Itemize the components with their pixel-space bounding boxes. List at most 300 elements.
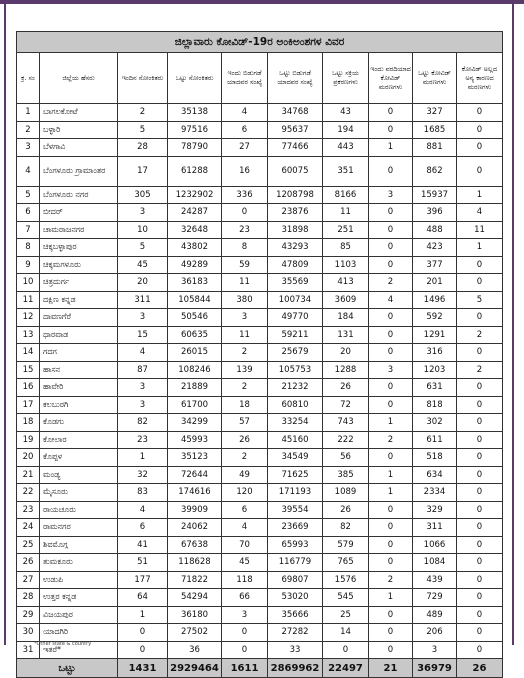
cell-active-cases: 26: [323, 379, 369, 397]
table-row: [17, 326, 503, 344]
cell-total-discharged: 69807: [268, 571, 323, 589]
cell-total-infected: 50546: [168, 309, 222, 327]
cell-serial: 25: [17, 536, 40, 554]
cell-district-name: ಚಿತ್ರದುರ್ಗ: [40, 274, 118, 292]
total-row: [17, 659, 503, 678]
cell-total-infected: 36183: [168, 274, 222, 292]
table-row: [17, 624, 503, 642]
cell-serial: 17: [17, 396, 40, 414]
cell-serial: 18: [17, 414, 40, 432]
cell-today-infected: 83: [118, 484, 168, 502]
cell-district-name: ಯಾದಗಿರಿ: [40, 624, 118, 642]
cell-non-covid-deaths: 0: [457, 256, 503, 274]
cell-non-covid-deaths: 0: [457, 624, 503, 642]
cell-district-name: ಹಾಸನ: [40, 361, 118, 379]
cell-total-infected: 32648: [168, 221, 222, 239]
cell-serial: 6: [17, 204, 40, 222]
total-active-cases: 22497: [323, 659, 369, 678]
cell-active-cases: 11: [323, 204, 369, 222]
cell-today-deaths: 2: [369, 571, 413, 589]
cell-today-deaths: 1: [369, 466, 413, 484]
cell-today-infected: 17: [118, 156, 168, 186]
header-active-cases: ಒಟ್ಟು ಸಕ್ರಿಯ ಪ್ರಕರಣಗಳು: [323, 53, 369, 104]
cell-non-covid-deaths: 0: [457, 139, 503, 157]
cell-total-discharged: 105753: [268, 361, 323, 379]
cell-active-cases: 1103: [323, 256, 369, 274]
cell-district-name: ಚಿಕ್ಕಮಗಳೂರು: [40, 256, 118, 274]
cell-today-deaths: 4: [369, 291, 413, 309]
frame-top-border: [0, 0, 524, 4]
cell-total-deaths: 1066: [413, 536, 457, 554]
cell-active-cases: 131: [323, 326, 369, 344]
cell-today-discharged: 16: [222, 156, 268, 186]
cell-district-name: ತುಮಕೂರು: [40, 554, 118, 572]
cell-active-cases: 385: [323, 466, 369, 484]
cell-serial: 8: [17, 239, 40, 257]
cell-today-infected: 4: [118, 344, 168, 362]
cell-today-discharged: 0: [222, 204, 268, 222]
table-row: [17, 554, 503, 572]
cell-serial: 7: [17, 221, 40, 239]
cell-today-deaths: 0: [369, 519, 413, 537]
cell-serial: 15: [17, 361, 40, 379]
cell-total-infected: 35123: [168, 449, 222, 467]
cell-district-name: ಕಲಬುರಗಿ: [40, 396, 118, 414]
header-total-infected: ಒಟ್ಟು ಸೋಂಕಿತರು: [168, 53, 222, 104]
cell-serial: 20: [17, 449, 40, 467]
cell-today-infected: 41: [118, 536, 168, 554]
cell-district-name: ಕೋಲಾರ: [40, 431, 118, 449]
cell-today-discharged: 0: [222, 624, 268, 642]
cell-active-cases: 20: [323, 344, 369, 362]
cell-district-name: ದಕ್ಷಿಣ ಕನ್ನಡ: [40, 291, 118, 309]
cell-district-name: ರಾಮನಗರ: [40, 519, 118, 537]
cell-total-infected: 118628: [168, 554, 222, 572]
cell-total-discharged: 116779: [268, 554, 323, 572]
cell-total-infected: 71822: [168, 571, 222, 589]
cell-district-name: ಮೈಸೂರು: [40, 484, 118, 502]
cell-today-deaths: 1: [369, 484, 413, 502]
cell-today-deaths: 0: [369, 326, 413, 344]
cell-today-deaths: 2: [369, 431, 413, 449]
cell-active-cases: 72: [323, 396, 369, 414]
table-row: [17, 156, 503, 186]
table-row: [17, 256, 503, 274]
cell-today-deaths: 2: [369, 274, 413, 292]
table-row: [17, 239, 503, 257]
cell-non-covid-deaths: 5: [457, 291, 503, 309]
cell-non-covid-deaths: 0: [457, 501, 503, 519]
header-today-deaths: ಇಂದು ವರದಿಯಾದ ಕೋವಿಡ್ ಮರಣಗಳು: [369, 53, 413, 104]
table-row: [17, 466, 503, 484]
table-row: [17, 309, 503, 327]
footnote: *Other state & country: [34, 641, 92, 647]
cell-active-cases: 0: [323, 641, 369, 659]
cell-today-discharged: 4: [222, 519, 268, 537]
cell-total-deaths: 1496: [413, 291, 457, 309]
cell-total-discharged: 23876: [268, 204, 323, 222]
district-covid-table: [16, 31, 503, 678]
header-today-infected: ಇಂದಿನ ಸೋಂಕಿತರು: [118, 53, 168, 104]
cell-total-deaths: 201: [413, 274, 457, 292]
cell-today-infected: 64: [118, 589, 168, 607]
cell-today-deaths: 0: [369, 344, 413, 362]
cell-today-infected: 20: [118, 274, 168, 292]
cell-active-cases: 3609: [323, 291, 369, 309]
cell-today-deaths: 3: [369, 186, 413, 204]
cell-non-covid-deaths: 0: [457, 589, 503, 607]
table-row: [17, 379, 503, 397]
header-district: ಜಿಲ್ಲೆಯ ಹೆಸರು: [40, 53, 118, 104]
cell-total-infected: 24062: [168, 519, 222, 537]
cell-total-deaths: 1291: [413, 326, 457, 344]
cell-today-deaths: 0: [369, 104, 413, 122]
cell-total-deaths: 15937: [413, 186, 457, 204]
cell-serial: 10: [17, 274, 40, 292]
cell-active-cases: 1288: [323, 361, 369, 379]
cell-today-discharged: 6: [222, 121, 268, 139]
cell-non-covid-deaths: 2: [457, 326, 503, 344]
cell-active-cases: 545: [323, 589, 369, 607]
cell-today-deaths: 0: [369, 309, 413, 327]
cell-total-deaths: 3: [413, 641, 457, 659]
cell-non-covid-deaths: 0: [457, 484, 503, 502]
cell-today-discharged: 380: [222, 291, 268, 309]
table-row: [17, 274, 503, 292]
cell-non-covid-deaths: 1: [457, 239, 503, 257]
cell-non-covid-deaths: 0: [457, 414, 503, 432]
cell-district-name: ಹಾವೇರಿ: [40, 379, 118, 397]
cell-non-covid-deaths: 0: [457, 104, 503, 122]
total-today-deaths: 21: [369, 659, 413, 678]
cell-total-deaths: 377: [413, 256, 457, 274]
table-row: [17, 344, 503, 362]
cell-non-covid-deaths: 1: [457, 186, 503, 204]
cell-total-deaths: 611: [413, 431, 457, 449]
cell-total-infected: 39909: [168, 501, 222, 519]
cell-today-deaths: 0: [369, 554, 413, 572]
cell-serial: 5: [17, 186, 40, 204]
cell-today-discharged: 3: [222, 606, 268, 624]
cell-today-discharged: 18: [222, 396, 268, 414]
cell-today-discharged: 27: [222, 139, 268, 157]
cell-serial: 14: [17, 344, 40, 362]
cell-today-discharged: 120: [222, 484, 268, 502]
cell-active-cases: 25: [323, 606, 369, 624]
cell-total-deaths: 592: [413, 309, 457, 327]
cell-today-infected: 10: [118, 221, 168, 239]
cell-today-deaths: 1: [369, 139, 413, 157]
cell-district-name: ಇತರೆ*: [40, 641, 118, 659]
cell-serial: 4: [17, 156, 40, 186]
cell-district-name: ಮಂಡ್ಯ: [40, 466, 118, 484]
cell-today-deaths: 0: [369, 256, 413, 274]
cell-total-discharged: 171193: [268, 484, 323, 502]
cell-non-covid-deaths: 0: [457, 396, 503, 414]
cell-total-deaths: 311: [413, 519, 457, 537]
cell-today-infected: 1: [118, 449, 168, 467]
cell-today-deaths: 0: [369, 606, 413, 624]
cell-today-deaths: 1: [369, 589, 413, 607]
table-row: [17, 291, 503, 309]
cell-today-infected: 82: [118, 414, 168, 432]
cell-total-discharged: 34549: [268, 449, 323, 467]
cell-district-name: ಬೆಂಗಳೂರು ನಗರ: [40, 186, 118, 204]
cell-district-name: ಬೆಂಗಳೂರು ಗ್ರಾಮಾಂತರ: [40, 156, 118, 186]
cell-total-discharged: 35569: [268, 274, 323, 292]
cell-today-infected: 45: [118, 256, 168, 274]
cell-today-infected: 311: [118, 291, 168, 309]
cell-active-cases: 222: [323, 431, 369, 449]
frame-left-border: [4, 4, 6, 645]
cell-total-discharged: 53020: [268, 589, 323, 607]
cell-today-infected: 177: [118, 571, 168, 589]
cell-active-cases: 82: [323, 519, 369, 537]
cell-today-infected: 0: [118, 624, 168, 642]
cell-total-deaths: 1084: [413, 554, 457, 572]
cell-today-infected: 15: [118, 326, 168, 344]
cell-total-infected: 61288: [168, 156, 222, 186]
cell-today-deaths: 0: [369, 501, 413, 519]
cell-active-cases: 14: [323, 624, 369, 642]
cell-total-deaths: 881: [413, 139, 457, 157]
cell-today-deaths: 0: [369, 121, 413, 139]
cell-today-deaths: 0: [369, 536, 413, 554]
cell-active-cases: 765: [323, 554, 369, 572]
cell-total-deaths: 327: [413, 104, 457, 122]
table-row: [17, 571, 503, 589]
cell-today-discharged: 57: [222, 414, 268, 432]
cell-total-infected: 36180: [168, 606, 222, 624]
cell-total-discharged: 35666: [268, 606, 323, 624]
table-row: [17, 186, 503, 204]
cell-total-deaths: 329: [413, 501, 457, 519]
cell-district-name: ದಾವಣಗೆರೆ: [40, 309, 118, 327]
cell-total-deaths: 2334: [413, 484, 457, 502]
cell-today-infected: 51: [118, 554, 168, 572]
cell-serial: 3: [17, 139, 40, 157]
cell-total-discharged: 43293: [268, 239, 323, 257]
cell-today-discharged: 45: [222, 554, 268, 572]
cell-today-discharged: 336: [222, 186, 268, 204]
cell-total-deaths: 818: [413, 396, 457, 414]
table-row: [17, 449, 503, 467]
table-row: [17, 204, 503, 222]
cell-total-infected: 78790: [168, 139, 222, 157]
cell-total-deaths: 489: [413, 606, 457, 624]
cell-total-deaths: 316: [413, 344, 457, 362]
table-row: [17, 501, 503, 519]
cell-active-cases: 351: [323, 156, 369, 186]
cell-total-discharged: 27282: [268, 624, 323, 642]
cell-today-discharged: 8: [222, 239, 268, 257]
cell-today-discharged: 11: [222, 326, 268, 344]
cell-non-covid-deaths: 0: [457, 156, 503, 186]
cell-today-discharged: 59: [222, 256, 268, 274]
cell-total-deaths: 634: [413, 466, 457, 484]
cell-today-discharged: 2: [222, 449, 268, 467]
cell-district-name: ಚಿಕ್ಕಬಳ್ಳಾಪುರ: [40, 239, 118, 257]
table-row: [17, 396, 503, 414]
cell-district-name: ಬಾಗಲಕೋಟೆ: [40, 104, 118, 122]
table-row: [17, 121, 503, 139]
cell-serial: 28: [17, 589, 40, 607]
report-container: [16, 31, 502, 678]
cell-active-cases: 743: [323, 414, 369, 432]
table-row: [17, 431, 503, 449]
cell-total-deaths: 518: [413, 449, 457, 467]
cell-today-discharged: 26: [222, 431, 268, 449]
cell-today-infected: 6: [118, 519, 168, 537]
cell-serial: 30: [17, 624, 40, 642]
cell-total-deaths: 631: [413, 379, 457, 397]
cell-non-covid-deaths: 0: [457, 554, 503, 572]
cell-active-cases: 26: [323, 501, 369, 519]
cell-today-discharged: 3: [222, 309, 268, 327]
cell-active-cases: 251: [323, 221, 369, 239]
cell-serial: 12: [17, 309, 40, 327]
cell-non-covid-deaths: 0: [457, 536, 503, 554]
cell-non-covid-deaths: 0: [457, 466, 503, 484]
cell-total-discharged: 39554: [268, 501, 323, 519]
cell-non-covid-deaths: 11: [457, 221, 503, 239]
cell-today-infected: 0: [118, 641, 168, 659]
cell-today-deaths: 0: [369, 221, 413, 239]
cell-today-infected: 3: [118, 396, 168, 414]
cell-district-name: ರಾಯಚೂರು: [40, 501, 118, 519]
header-today-discharged: ಇಂದು ಬಿಡುಗಡೆ ಯಾದವರ ಸಂಖ್ಯೆ: [222, 53, 268, 104]
total-label: ಒಟ್ಟು: [17, 659, 118, 678]
cell-today-discharged: 70: [222, 536, 268, 554]
cell-total-infected: 174616: [168, 484, 222, 502]
table-row: [17, 414, 503, 432]
cell-district-name: ಉತ್ತರ ಕನ್ನಡ: [40, 589, 118, 607]
cell-serial: 2: [17, 121, 40, 139]
table-row: [17, 589, 503, 607]
cell-today-infected: 5: [118, 121, 168, 139]
cell-district-name: ಗದಗ: [40, 344, 118, 362]
table-title-row: [17, 32, 503, 53]
cell-total-discharged: 60810: [268, 396, 323, 414]
cell-non-covid-deaths: 0: [457, 379, 503, 397]
cell-non-covid-deaths: 0: [457, 606, 503, 624]
cell-serial: 19: [17, 431, 40, 449]
cell-active-cases: 1576: [323, 571, 369, 589]
cell-today-deaths: 0: [369, 641, 413, 659]
cell-district-name: ವಿಜಯಪುರ: [40, 606, 118, 624]
cell-total-infected: 43802: [168, 239, 222, 257]
cell-non-covid-deaths: 0: [457, 309, 503, 327]
cell-today-infected: 3: [118, 379, 168, 397]
cell-total-infected: 26015: [168, 344, 222, 362]
cell-active-cases: 43: [323, 104, 369, 122]
cell-total-infected: 72644: [168, 466, 222, 484]
cell-total-infected: 27502: [168, 624, 222, 642]
cell-serial: 29: [17, 606, 40, 624]
cell-today-infected: 5: [118, 239, 168, 257]
cell-total-infected: 105844: [168, 291, 222, 309]
table-row: [17, 221, 503, 239]
cell-district-name: ಚಾಮರಾಜನಗರ: [40, 221, 118, 239]
cell-total-discharged: 1208798: [268, 186, 323, 204]
table-row: [17, 519, 503, 537]
cell-total-discharged: 71625: [268, 466, 323, 484]
cell-total-infected: 67638: [168, 536, 222, 554]
cell-total-deaths: 302: [413, 414, 457, 432]
cell-non-covid-deaths: 2: [457, 361, 503, 379]
header-serial: ಕ್ರ. ಸಂ: [17, 53, 40, 104]
cell-total-discharged: 31898: [268, 221, 323, 239]
cell-total-infected: 35138: [168, 104, 222, 122]
header-total-deaths: ಒಟ್ಟು ಕೋವಿಡ್ ಮರಣಗಳು: [413, 53, 457, 104]
cell-active-cases: 413: [323, 274, 369, 292]
table-row: [17, 361, 503, 379]
cell-non-covid-deaths: 0: [457, 449, 503, 467]
cell-district-name: ಧಾರವಾಡ: [40, 326, 118, 344]
cell-total-discharged: 77466: [268, 139, 323, 157]
header-non-covid-deaths: ಕೋವಿಡ್ ಅಲ್ಲದ ಅನ್ಯ ಕಾರಣದ ಮರಣಗಳು: [457, 53, 503, 104]
cell-serial: 23: [17, 501, 40, 519]
cell-serial: 24: [17, 519, 40, 537]
cell-serial: 9: [17, 256, 40, 274]
table-row: [17, 606, 503, 624]
cell-total-deaths: 423: [413, 239, 457, 257]
cell-non-covid-deaths: 0: [457, 641, 503, 659]
cell-total-infected: 49289: [168, 256, 222, 274]
total-non-covid-deaths: 26: [457, 659, 503, 678]
cell-total-discharged: 45160: [268, 431, 323, 449]
table-title: ಜಿಲ್ಲಾವಾರು ಕೋವಿಡ್-19ರ ಅಂಕಿಅಂಶಗಳ ವಿವರ: [17, 32, 503, 53]
cell-today-deaths: 0: [369, 204, 413, 222]
cell-today-deaths: 0: [369, 379, 413, 397]
cell-today-infected: 32: [118, 466, 168, 484]
cell-total-deaths: 1685: [413, 121, 457, 139]
cell-total-infected: 97516: [168, 121, 222, 139]
cell-total-discharged: 100734: [268, 291, 323, 309]
cell-serial: 11: [17, 291, 40, 309]
cell-total-deaths: 206: [413, 624, 457, 642]
cell-non-covid-deaths: 0: [457, 344, 503, 362]
cell-total-discharged: 33254: [268, 414, 323, 432]
cell-total-discharged: 25679: [268, 344, 323, 362]
cell-total-discharged: 21232: [268, 379, 323, 397]
cell-total-deaths: 862: [413, 156, 457, 186]
cell-today-deaths: 0: [369, 449, 413, 467]
total-total-infected: 2929464: [168, 659, 222, 678]
cell-today-deaths: 3: [369, 361, 413, 379]
cell-active-cases: 1089: [323, 484, 369, 502]
frame-right-border: [512, 4, 514, 645]
cell-today-discharged: 4: [222, 104, 268, 122]
cell-total-infected: 60635: [168, 326, 222, 344]
cell-today-discharged: 11: [222, 274, 268, 292]
cell-today-discharged: 118: [222, 571, 268, 589]
cell-serial: 13: [17, 326, 40, 344]
cell-today-deaths: 0: [369, 624, 413, 642]
cell-total-infected: 54294: [168, 589, 222, 607]
cell-total-deaths: 1203: [413, 361, 457, 379]
cell-today-deaths: 0: [369, 156, 413, 186]
cell-serial: 21: [17, 466, 40, 484]
cell-today-infected: 305: [118, 186, 168, 204]
cell-today-infected: 87: [118, 361, 168, 379]
cell-active-cases: 56: [323, 449, 369, 467]
cell-district-name: ಕೊಡಗು: [40, 414, 118, 432]
cell-active-cases: 579: [323, 536, 369, 554]
cell-non-covid-deaths: 0: [457, 571, 503, 589]
cell-non-covid-deaths: 4: [457, 204, 503, 222]
table-row: [17, 484, 503, 502]
